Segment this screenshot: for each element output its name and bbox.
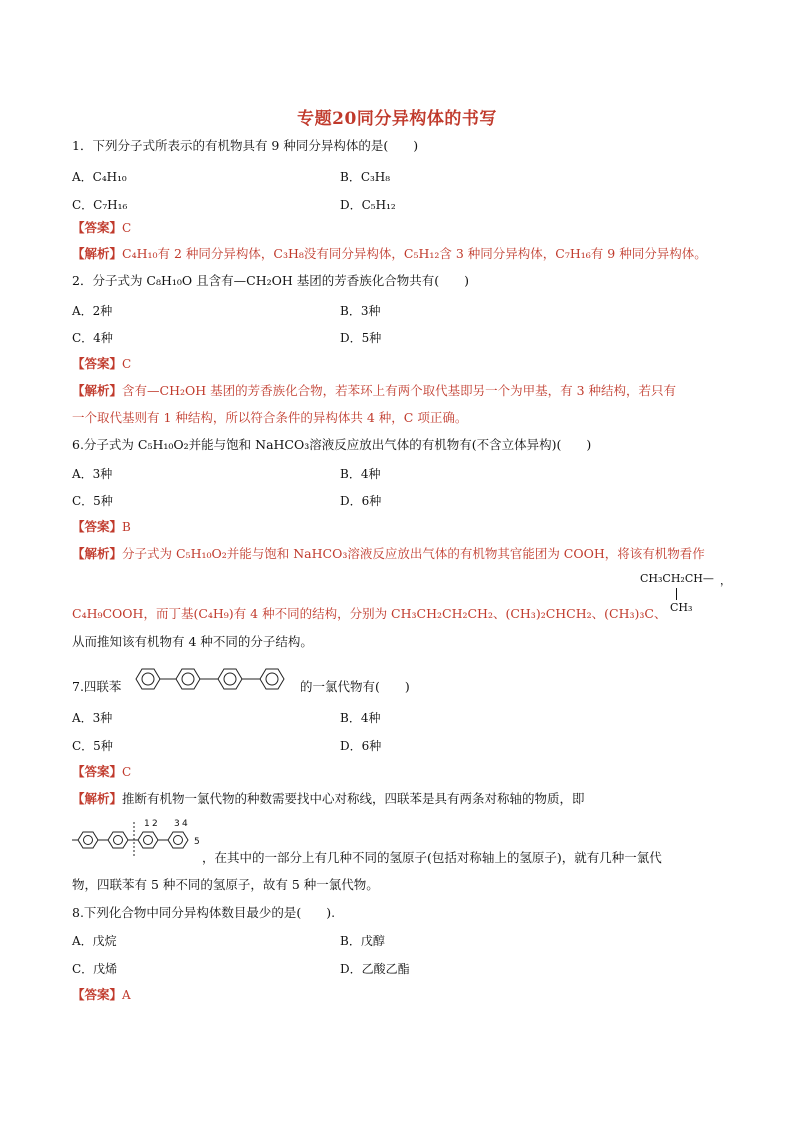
position-label-4: 4: [182, 819, 188, 829]
q2-option-d: D．5种: [340, 331, 382, 345]
q2-explanation-line-1: [72, 383, 676, 399]
answer-tag: 【答案】: [72, 519, 123, 534]
benzene-ring-2: [176, 669, 200, 689]
q7-option-a: A．3种: [72, 711, 113, 725]
formula-branch: CH₃: [670, 601, 693, 614]
answer-tag: 【答案】: [72, 220, 123, 235]
explanation-tag: 【解析】: [72, 791, 123, 806]
formula-branch-bond: [676, 588, 677, 600]
answer-value: B: [122, 520, 131, 534]
q8-option-d: D．乙酸乙酯: [340, 962, 410, 976]
explanation-text: 含有—CH₂OH 基团的芳香族化合物，若苯环上有两个取代基即另一个为甲基，有 3 种结构，若只有: [122, 383, 677, 398]
answer-value: A: [122, 988, 131, 1002]
q7-explanation-line-2: ，在其中的一部分上有几种不同的氢原子(包括对称轴上的氢原子)，就有几种一氯代: [202, 850, 662, 865]
question-6-stem: 6.分子式为 C₅H₁₀O₂并能与饱和 NaHCO₃溶液反应放出气体的有机物有(不含立体异构)( ): [72, 437, 592, 452]
q6-explanation-line-1: [72, 546, 705, 562]
q7-option-b: B．4种: [340, 711, 381, 725]
q6-option-c: C．5种: [72, 494, 113, 508]
question-2-stem: 2．分子式为 C₈H₁₀O 且含有—CH₂OH 基团的芳香族化合物共有( ): [72, 273, 469, 288]
explanation-text: 分子式为 C₅H₁₀O₂并能与饱和 NaHCO₃溶液反应放出气体的有机物其官能团为 COOH，将该有机物看作: [122, 546, 705, 561]
question-7-stem-suffix: 的一氯代物有( ): [300, 679, 410, 694]
quaterphenyl-structure: [130, 662, 298, 696]
q6-option-a: A．3种: [72, 467, 113, 481]
question-1-stem: 1．下列分子式所表示的有机物具有 9 种同分异构体的是( ): [72, 138, 419, 153]
page-title: 专题20同分异构体的书写: [297, 109, 497, 129]
position-label-2: 2: [152, 819, 158, 829]
question-8-stem: 8.下列化合物中同分异构体数目最少的是( ).: [72, 905, 336, 920]
q2-option-c: C．4种: [72, 331, 113, 345]
explanation-tag: 【解析】: [72, 546, 123, 561]
q8-option-a: A．戊烷: [72, 934, 117, 948]
q6-option-b: B．4种: [340, 467, 381, 481]
benzene-ring-1: [136, 669, 160, 689]
q6-option-d: D．6种: [340, 494, 382, 508]
q8-option-c: C．戊烯: [72, 962, 118, 976]
answer-tag: 【答案】: [72, 356, 123, 371]
q2-answer: [72, 356, 131, 372]
position-label-1: 1: [144, 819, 150, 829]
formula-main-chain: CH₃CH₂CH—: [640, 572, 714, 585]
answer-value: C: [122, 221, 132, 235]
q1-option-a: A．C₄H₁₀: [72, 170, 127, 184]
answer-value: C: [122, 357, 132, 371]
position-label-5: 5: [194, 837, 200, 847]
q8-option-b: B．戊醇: [340, 934, 385, 948]
q1-answer: [72, 220, 131, 236]
q1-option-b: B．C₃H₈: [340, 170, 391, 184]
q6-explanation-line-3: 从而推知该有机物有 4 种不同的分子结构。: [72, 634, 313, 649]
benzene-ring-4: [260, 669, 284, 689]
q7-option-c: C．5种: [72, 739, 113, 753]
q1-explanation: [72, 246, 707, 262]
q7-option-d: D．6种: [340, 739, 382, 753]
explanation-tag: 【解析】: [72, 246, 123, 261]
explanation-text: 推断有机物一氯代物的种数需要找中心对称线，四联苯是具有两条对称轴的物质，即: [122, 791, 585, 806]
benzene-ring-3: [218, 669, 242, 689]
q7-explanation-line-3: 物，四联苯有 5 种不同的氢原子，故有 5 种一氯代物。: [72, 877, 379, 892]
q2-explanation-line-2: 一个取代基则有 1 种结构，所以符合条件的异构体共 4 种，C 项正确。: [72, 410, 468, 425]
question-7-stem-prefix: 7.四联苯: [72, 679, 122, 694]
q2-option-b: B．3种: [340, 304, 381, 318]
q6-answer: [72, 519, 131, 535]
answer-value: C: [122, 765, 132, 779]
explanation-tag: 【解析】: [72, 383, 123, 398]
answer-tag: 【答案】: [72, 987, 123, 1002]
q7-answer: [72, 764, 131, 780]
explanation-text: C₄H₁₀有 2 种同分异构体，C₃H₈没有同分异构体，C₅H₁₂含 3 种同分异构体，C₇H₁₆有 9 种同分异构体。: [122, 246, 707, 261]
q6-explanation-line-2: C₄H₉COOH，而丁基(C₄H₉)有 4 种不同的结构，分别为 CH₃CH₂CH₂CH₂、(CH₃)₂CHCH₂、(CH₃)₃C、: [72, 606, 667, 621]
q7-explanation-line-1: [72, 791, 585, 807]
position-label-3: 3: [174, 819, 180, 829]
formula-tail: ，: [720, 574, 731, 587]
q1-option-c: C．C₇H₁₆: [72, 198, 128, 212]
q1-option-d: D．C₅H₁₂: [340, 198, 396, 212]
q8-answer: [72, 987, 131, 1003]
q2-option-a: A．2种: [72, 304, 113, 318]
answer-tag: 【答案】: [72, 764, 123, 779]
quaterphenyl-symmetry-diagram: [70, 816, 208, 858]
